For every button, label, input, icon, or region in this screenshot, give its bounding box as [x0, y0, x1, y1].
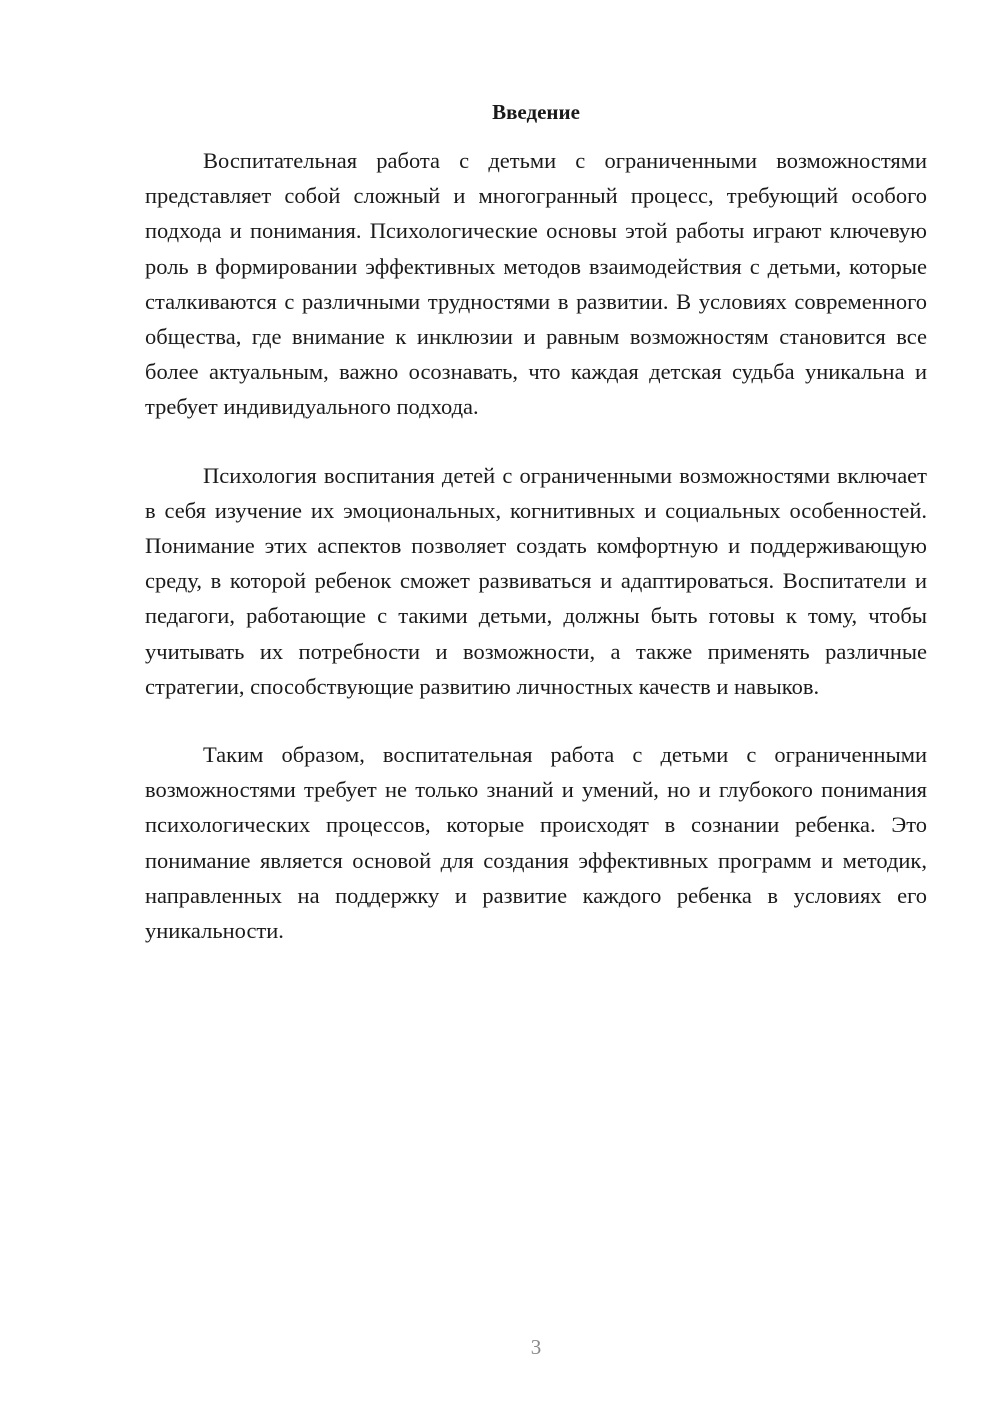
paragraph-2: Психология воспитания детей с ограниченными возможностями включает в себя изучение их эмоциональных, когнитивных и социальных особенностей. Понимание этих аспектов позволяет создать комфортную и поддерживающую среду, в которой ребенок сможет развиваться и адаптироваться. Воспитатели и педагоги, работающие с такими детьми, должны быть готовы к тому, чтобы учитывать их потребности и возможности, а также применять различные стратегии, способствующие развитию личностных качеств и навыков.	[145, 462, 927, 699]
page-number: 3	[530, 1335, 542, 1359]
page-title: Введение	[492, 100, 580, 124]
paragraph-1: Воспитательная работа с детьми с ограниченными возможностями представляет собой сложный и многогранный процесс, требующий особого подхода и понимания. Психологические основы этой работы играют ключевую роль в формировании эффективных методов взаимодействия с детьми, которые сталкиваются с различными трудностями в развитии. В условиях современного общества, где внимание к инклюзии и равным возможностям становится все более актуальным, важно осознавать, что каждая детская судьба уникальна и требует индивидуального подхода.	[145, 148, 927, 420]
paragraph-3: Таким образом, воспитательная работа с детьми с ограниченными возможностями требует не только знаний и умений, но и глубокого понимания психологических процессов, которые происходят в сознании ребенка. Это понимание является основой для создания эффективных программ и методик, направленных на поддержку и развитие каждого ребенка в условиях его уникальности.	[145, 742, 927, 944]
body-text	[145, 143, 927, 981]
